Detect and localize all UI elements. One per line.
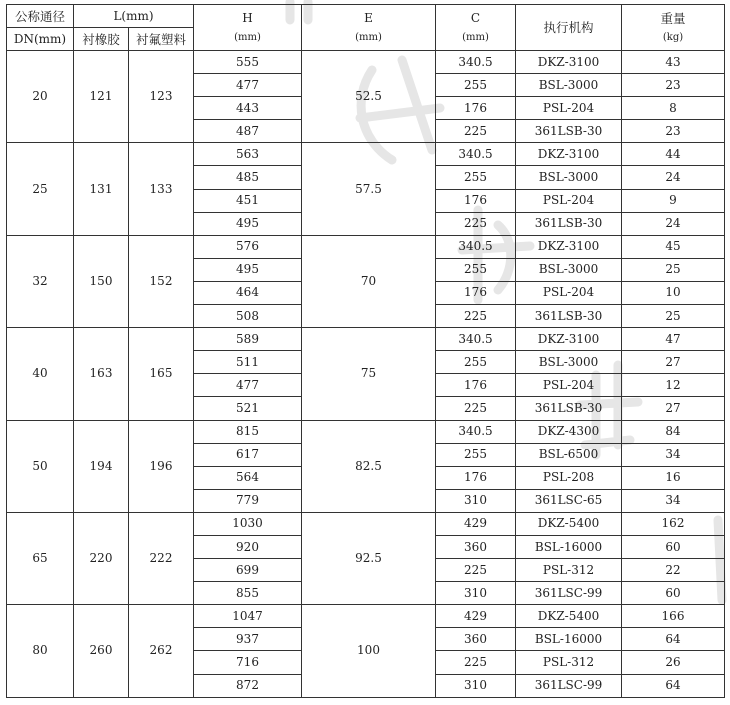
c-cell: 360 [436,628,516,651]
actuator-cell: 361LSC-99 [516,582,622,605]
actuator-header: 执行机构 [516,5,622,51]
h-cell: 779 [194,489,302,512]
weight-cell: 44 [622,143,725,166]
c-cell: 429 [436,512,516,535]
actuator-cell: 361LSB-30 [516,397,622,420]
e-cell: 82.5 [302,420,436,512]
actuator-cell: DKZ-3100 [516,328,622,351]
weight-cell: 16 [622,466,725,489]
h-cell: 451 [194,189,302,212]
c-cell: 340.5 [436,235,516,258]
weight-cell: 24 [622,212,725,235]
actuator-cell: BSL-6500 [516,443,622,466]
l-ptfe-cell: 262 [129,605,194,697]
h-cell: 443 [194,97,302,120]
actuator-cell: PSL-204 [516,281,622,304]
c-cell: 255 [436,443,516,466]
actuator-cell: PSL-204 [516,97,622,120]
h-cell: 699 [194,559,302,582]
l-ptfe-cell: 152 [129,235,194,327]
e-header [302,5,436,51]
e-cell: 100 [302,605,436,697]
h-cell: 576 [194,235,302,258]
c-cell: 225 [436,559,516,582]
l-rubber-cell: 131 [74,143,129,235]
header-row-1 [7,5,725,28]
dn-cell: 20 [7,51,74,143]
weight-cell: 23 [622,74,725,97]
weight-cell: 22 [622,559,725,582]
c-cell: 225 [436,120,516,143]
actuator-cell: PSL-204 [516,189,622,212]
h-header-unit: (mm) [234,31,261,43]
weight-cell: 64 [622,674,725,697]
c-cell: 310 [436,489,516,512]
weight-cell: 12 [622,374,725,397]
c-header-label: C [470,10,481,25]
c-cell: 310 [436,582,516,605]
weight-cell: 27 [622,351,725,374]
l-rubber-cell: 150 [74,235,129,327]
l-rubber-cell: 163 [74,328,129,420]
h-cell: 872 [194,674,302,697]
h-cell: 485 [194,166,302,189]
weight-cell: 8 [622,97,725,120]
l-rubber-cell: 220 [74,512,129,604]
dn-cell: 50 [7,420,74,512]
c-cell: 360 [436,535,516,558]
h-cell: 464 [194,281,302,304]
actuator-cell: BSL-16000 [516,535,622,558]
h-cell: 589 [194,328,302,351]
weight-cell: 9 [622,189,725,212]
c-cell: 255 [436,351,516,374]
h-cell: 555 [194,51,302,74]
c-cell: 176 [436,466,516,489]
actuator-cell: DKZ-5400 [516,512,622,535]
c-header [436,5,516,51]
l-rubber-header: 衬橡胶 [74,28,129,51]
c-header-unit: (mm) [462,31,489,43]
weight-cell: 25 [622,258,725,281]
actuator-cell: PSL-208 [516,466,622,489]
actuator-cell: DKZ-4300 [516,420,622,443]
dn-unit-header: DN(mm) [7,28,74,51]
dn-cell: 25 [7,143,74,235]
c-cell: 225 [436,305,516,328]
h-cell: 1030 [194,512,302,535]
actuator-cell: DKZ-3100 [516,235,622,258]
h-header [194,5,302,51]
e-cell: 92.5 [302,512,436,604]
c-cell: 255 [436,166,516,189]
actuator-cell: PSL-312 [516,559,622,582]
l-ptfe-header: 衬氟塑料 [129,28,194,51]
c-cell: 429 [436,605,516,628]
table-row [7,235,725,258]
weight-header [622,5,725,51]
h-cell: 716 [194,651,302,674]
l-ptfe-cell: 133 [129,143,194,235]
h-cell: 564 [194,466,302,489]
e-cell: 57.5 [302,143,436,235]
h-cell: 617 [194,443,302,466]
actuator-cell: PSL-204 [516,374,622,397]
dn-header: 公称通径 [7,5,74,28]
actuator-cell: BSL-3000 [516,74,622,97]
table-row [7,143,725,166]
weight-cell: 10 [622,281,725,304]
e-cell: 75 [302,328,436,420]
c-cell: 310 [436,674,516,697]
h-cell: 920 [194,535,302,558]
weight-header-unit: (kg) [662,31,684,43]
dn-cell: 32 [7,235,74,327]
actuator-cell: BSL-3000 [516,258,622,281]
c-cell: 340.5 [436,420,516,443]
l-ptfe-cell: 165 [129,328,194,420]
weight-cell: 25 [622,305,725,328]
table-body [7,51,725,698]
l-ptfe-cell: 196 [129,420,194,512]
weight-cell: 84 [622,420,725,443]
weight-cell: 47 [622,328,725,351]
l-ptfe-cell: 123 [129,51,194,143]
c-cell: 176 [436,189,516,212]
weight-header-label: 重量 [660,10,686,26]
actuator-cell: BSL-16000 [516,628,622,651]
h-cell: 521 [194,397,302,420]
c-cell: 176 [436,97,516,120]
l-rubber-cell: 260 [74,605,129,697]
h-cell: 937 [194,628,302,651]
weight-cell: 26 [622,651,725,674]
table-row [7,51,725,74]
table-row [7,328,725,351]
actuator-cell: 361LSB-30 [516,305,622,328]
dn-cell: 80 [7,605,74,697]
h-cell: 487 [194,120,302,143]
actuator-cell: BSL-3000 [516,351,622,374]
c-cell: 225 [436,212,516,235]
weight-cell: 64 [622,628,725,651]
weight-cell: 34 [622,443,725,466]
c-cell: 340.5 [436,328,516,351]
actuator-cell: 361LSB-30 [516,212,622,235]
actuator-cell: 361LSB-30 [516,120,622,143]
weight-cell: 45 [622,235,725,258]
weight-cell: 23 [622,120,725,143]
weight-cell: 166 [622,605,725,628]
actuator-cell: 361LSC-65 [516,489,622,512]
actuator-cell: DKZ-3100 [516,51,622,74]
h-cell: 1047 [194,605,302,628]
l-rubber-cell: 121 [74,51,129,143]
e-cell: 70 [302,235,436,327]
actuator-cell: DKZ-3100 [516,143,622,166]
h-cell: 477 [194,374,302,397]
weight-cell: 60 [622,535,725,558]
h-cell: 477 [194,74,302,97]
c-cell: 340.5 [436,51,516,74]
e-header-unit: (mm) [355,31,382,43]
h-cell: 508 [194,305,302,328]
c-cell: 255 [436,258,516,281]
actuator-cell: DKZ-5400 [516,605,622,628]
weight-cell: 60 [622,582,725,605]
l-header: L(mm) [74,5,194,28]
l-ptfe-cell: 222 [129,512,194,604]
weight-cell: 24 [622,166,725,189]
table-row [7,605,725,628]
table-row [7,512,725,535]
weight-cell: 43 [622,51,725,74]
actuator-cell: PSL-312 [516,651,622,674]
e-cell: 52.5 [302,51,436,143]
weight-cell: 162 [622,512,725,535]
h-cell: 563 [194,143,302,166]
h-header-label: H [242,10,253,25]
e-header-label: E [364,10,373,25]
table-row [7,420,725,443]
dn-cell: 65 [7,512,74,604]
c-cell: 340.5 [436,143,516,166]
actuator-cell: BSL-3000 [516,166,622,189]
valve-spec-table [6,4,725,698]
l-rubber-cell: 194 [74,420,129,512]
h-cell: 495 [194,212,302,235]
h-cell: 495 [194,258,302,281]
h-cell: 511 [194,351,302,374]
h-cell: 815 [194,420,302,443]
c-cell: 176 [436,374,516,397]
h-cell: 855 [194,582,302,605]
c-cell: 255 [436,74,516,97]
dn-cell: 40 [7,328,74,420]
weight-cell: 27 [622,397,725,420]
c-cell: 176 [436,281,516,304]
weight-cell: 34 [622,489,725,512]
actuator-cell: 361LSC-99 [516,674,622,697]
c-cell: 225 [436,651,516,674]
c-cell: 225 [436,397,516,420]
